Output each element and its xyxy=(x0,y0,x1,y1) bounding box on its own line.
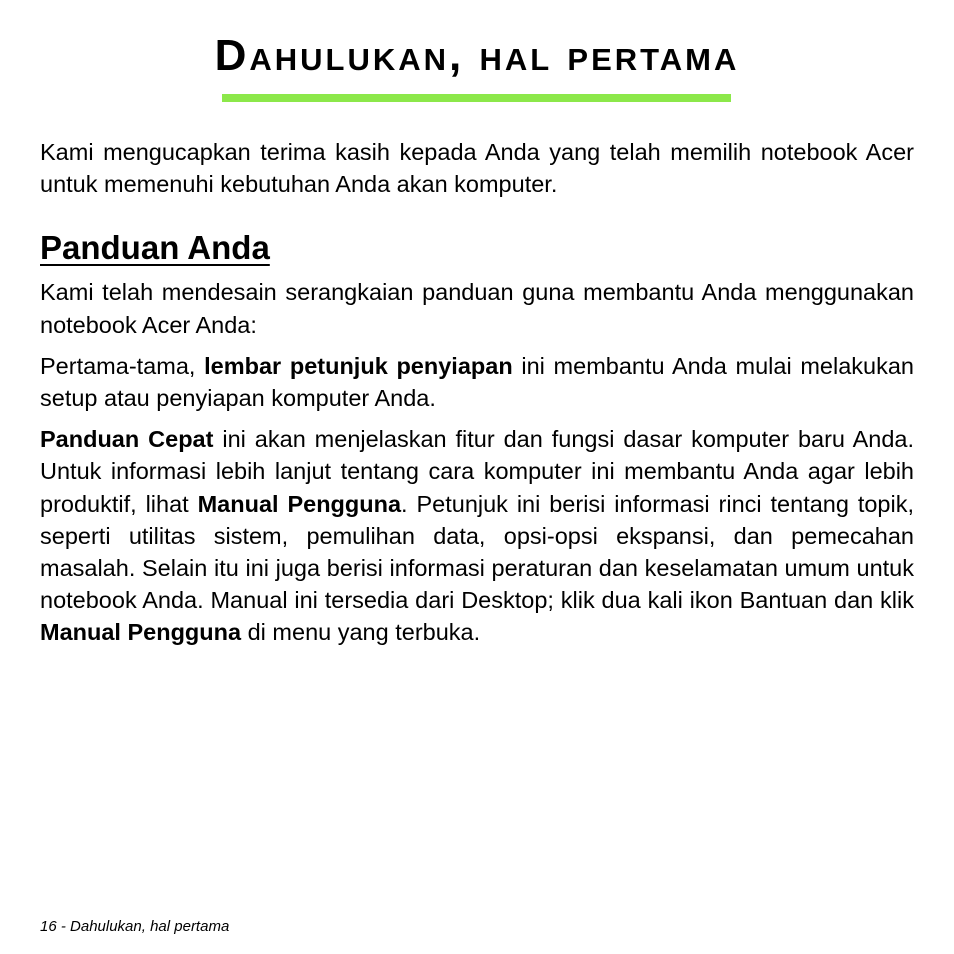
paragraph-3-text-1: ini akan menjelaskan fitur dan fungsi dasar komputer baru Anda. Untuk informasi lebih lanjut tentang cara komputer ini membantu Anda agar lebih produktif, lihat xyxy=(40,426,915,517)
quick-guide-term: Panduan Cepat xyxy=(40,426,214,453)
intro-paragraph: Kami mengucapkan terima kasih kepada Anda yang telah memilih notebook Acer untuk memenuhi kebutuhan Anda akan komputer. xyxy=(40,139,914,198)
title-underline xyxy=(222,94,731,102)
section-paragraph-1: Kami telah mendesain serangkaian panduan guna membantu Anda menggunakan notebook Acer Anda: xyxy=(40,279,914,338)
page-title: Dahulukan, hal pertama xyxy=(214,31,740,80)
paragraph-3-text-3: di menu yang terbuka. xyxy=(247,619,481,646)
section-heading: Panduan Anda xyxy=(40,229,270,267)
section-paragraph-3 xyxy=(40,423,914,648)
document-body xyxy=(40,136,914,658)
page-footer: 16 - Dahulukan, hal pertama xyxy=(40,918,230,935)
paragraph-3-text-2: . Petunjuk ini berisi informasi rinci tentang topik, seperti utilitas sistem, pemulihan data, opsi-opsi ekspansi, dan pemecahan masalah. Selain itu ini juga berisi informasi peraturan dan keselamatan umum untuk notebook Anda. Manual ini tersedia dari Desktop; klik dua kali ikon Bantuan dan klik xyxy=(40,490,914,614)
section-paragraph-2 xyxy=(40,350,914,414)
user-manual-term: Manual Pengguna xyxy=(197,490,402,517)
paragraph-2-text-2: ini membantu Anda mulai melakukan setup atau penyiapan komputer Anda. xyxy=(40,352,915,412)
paragraph-2-text-1: Pertama-tama, xyxy=(40,352,196,379)
user-manual-term-2: Manual Pengguna xyxy=(40,619,242,646)
setup-sheet-term: lembar petunjuk penyiapan xyxy=(204,352,513,379)
